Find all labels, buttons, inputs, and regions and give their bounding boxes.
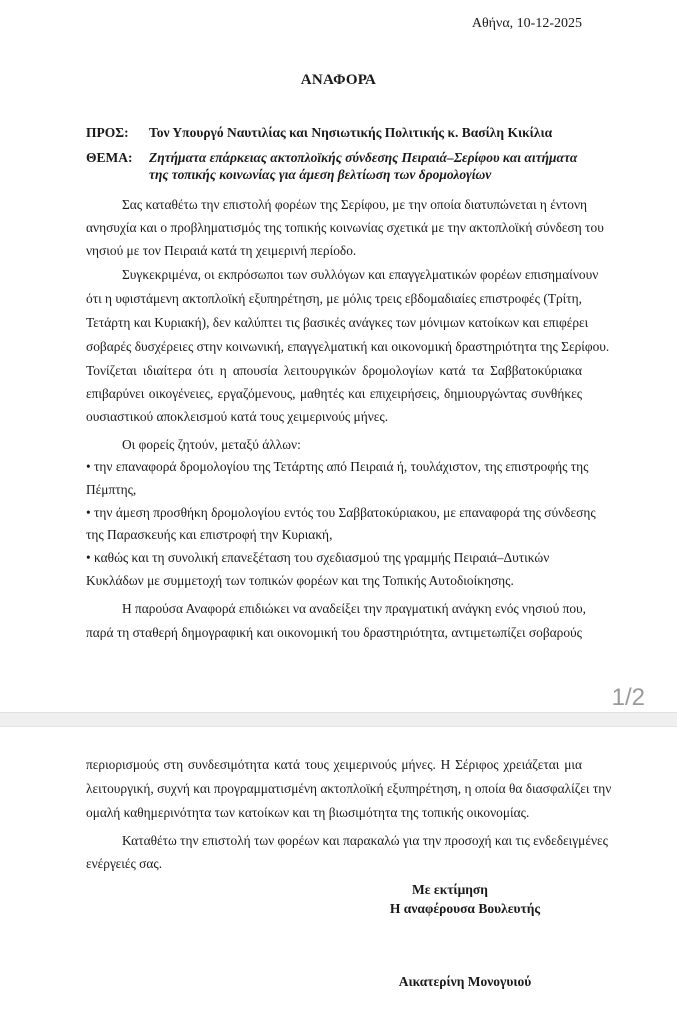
body-line: Η παρούσα Αναφορά επιδιώκει να αναδείξει την πραγματική ανάγκη ενός νησιού που, — [122, 601, 587, 616]
bullet-item: • καθώς και τη συνολική επανεξέταση του σχεδιασμού της γραμμής Πειραιά–Δυτικών — [86, 550, 550, 565]
document-title: ΑΝΑΦΟΡΑ — [300, 72, 377, 88]
body-line: ουσιαστικού αποκλεισμού κατά τους χειμερινούς μήνες. — [86, 409, 389, 424]
body-line: Καταθέτω την επιστολή των φορέων και παρακαλώ για την προσοχή και τις ενδεδειγμένες — [122, 833, 608, 848]
body-line: Κυκλάδων με συμμετοχή των τοπικών φορέων και της Τοπικής Αυτοδιοίκησης. — [86, 573, 514, 588]
body-line: ότι η υφιστάμενη ακτοπλοϊκή εξυπηρέτηση, με μόλις τρεις εβδομαδιαίες επιστροφές (Τρίτη, — [86, 291, 582, 306]
to-recipient: Τον Υπουργό Ναυτιλίας και Νησιωτικής Πολιτικής κ. Βασίλη Κικίλια — [149, 125, 553, 140]
closing-salutation: Με εκτίμηση — [412, 882, 488, 897]
page-indicator: 1/2 — [611, 684, 645, 711]
body-line: Οι φορείς ζητούν, μεταξύ άλλων: — [122, 437, 301, 452]
bullet-item: • την άμεση προσθήκη δρομολογίου εντός του Σαββατοκύριακου, με επαναφορά της σύνδεσης — [86, 505, 596, 520]
body-line: Σας καταθέτω την επιστολή φορέων της Σερίφου, με την οποία διατυπώνεται η έντονη — [122, 197, 588, 212]
body-line: επιβαρύνει οικογένειες, εργαζόμενους, μαθητές και επιχειρήσεις, δημιουργώντας συνθήκες — [86, 386, 582, 401]
body-line: λειτουργική, συχνή και προγραμματισμένη ακτοπλοϊκή εξυπηρέτηση, η οποία θα διασφαλίζει την — [86, 781, 612, 796]
subject-line: της τοπικής κοινωνίας για άμεση βελτίωση των δρομολογίων — [149, 167, 492, 182]
page-separator — [0, 712, 677, 727]
subject-line: Ζητήματα επάρκειας ακτοπλοϊκής σύνδεσης Πειραιά–Σερίφου και αιτήματα — [149, 150, 578, 165]
subject-label: ΘΕΜΑ: — [86, 150, 133, 165]
body-line: της Παρασκευής και επιστροφή την Κυριακή, — [86, 527, 333, 542]
bullet-item: • την επαναφορά δρομολογίου της Τετάρτης από Πειραιά ή, τουλάχιστον, της επιστροφής της — [86, 459, 589, 474]
body-line: Τετάρτη και Κυριακή), δεν καλύπτει τις βασικές ανάγκες των μόνιμων κατοίκων και επιφέρει — [86, 315, 589, 330]
document-date: Αθήνα, 10-12-2025 — [471, 16, 582, 31]
body-line: Πέμπτης, — [86, 482, 137, 497]
body-line: Συγκεκριμένα, οι εκπρόσωποι των συλλόγων και επαγγελματικών φορέων επισημαίνουν — [122, 267, 599, 282]
body-line: ομαλή καθημερινότητα των κατοίκων και τη βιωσιμότητα της τοπικής οικονομίας. — [86, 805, 530, 820]
body-line: ανησυχία και ο προβληματισμός της τοπικής κοινωνίας σχετικά με την ακτοπλοϊκή σύνδεση του — [86, 220, 604, 235]
body-line: Τονίζεται ιδιαίτερα ότι η απουσία λειτουργικών δρομολογίων κατά τα Σαββατοκύριακα — [86, 363, 582, 378]
signer-role: Η αναφέρουσα Βουλευτής — [389, 901, 541, 916]
body-line: παρά τη σταθερή δημογραφική και οικονομική του δραστηριότητα, αντιμετωπίζει σοβαρούς — [86, 625, 582, 640]
to-label: ΠΡΟΣ: — [86, 125, 129, 140]
body-line: σοβαρές δυσχέρειες στην κοινωνική, επαγγελματική και οικονομική δραστηριότητα της Σερίφου. — [86, 339, 610, 354]
signer-name: Αικατερίνη Μονογυιού — [398, 974, 532, 989]
body-line: ενέργειές σας. — [86, 856, 163, 871]
document-page-2 — [0, 727, 677, 1024]
body-line: περιορισμούς στη συνδεσιμότητα κατά τους χειμερινούς μήνες. Η Σέριφος χρειάζεται μια — [86, 757, 582, 772]
body-line: νησιού με τον Πειραιά κατά τη χειμερινή περίοδο. — [86, 243, 357, 258]
